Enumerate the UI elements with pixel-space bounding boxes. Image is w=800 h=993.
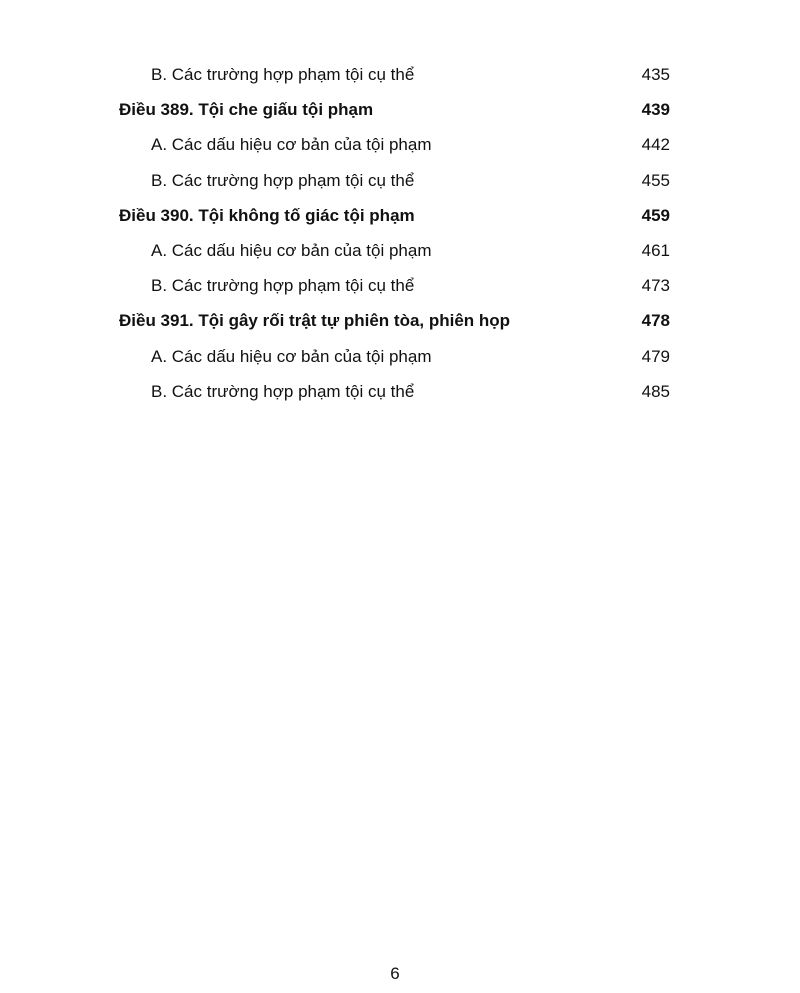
toc-entry-title: A. Các dấu hiệu cơ bản của tội phạm <box>151 346 432 366</box>
toc-entry-title: B. Các trường hợp phạm tội cụ thể <box>151 276 415 296</box>
toc-entry-title: A. Các dấu hiệu cơ bản của tội phạm <box>151 240 432 260</box>
toc-entry-title: Điều 391. Tội gây rối trật tự phiên tòa, phiên họp <box>119 311 511 331</box>
toc-entry-title: A. Các dấu hiệu cơ bản của tội phạm <box>151 135 432 155</box>
toc-entry-title: B. Các trường hợp phạm tội cụ thể <box>151 170 415 190</box>
toc-entry-page: 439 <box>641 100 670 120</box>
toc-entry-title: B. Các trường hợp phạm tội cụ thể <box>151 65 415 84</box>
page-number: 6 <box>390 964 400 983</box>
toc-entry-title: Điều 389. Tội che giấu tội phạm <box>119 100 374 120</box>
toc-entry-section <box>0 133 800 168</box>
toc-entry-page: 442 <box>641 135 670 155</box>
toc-entry-section <box>0 63 800 98</box>
toc-entry-page: 479 <box>641 346 670 366</box>
toc-entry-page: 473 <box>641 276 670 296</box>
toc-entry-title: Điều 390. Tội không tố giác tội phạm <box>119 205 415 225</box>
toc-entry-page: 459 <box>641 205 670 225</box>
table-of-contents <box>0 63 800 415</box>
toc-entry-page: 485 <box>641 381 670 401</box>
toc-entry-section <box>0 239 800 274</box>
toc-entry-page: 435 <box>641 65 670 84</box>
toc-entry-article <box>0 309 800 344</box>
toc-entry-section <box>0 274 800 309</box>
toc-entry-section <box>0 169 800 204</box>
toc-entry-page: 455 <box>641 170 670 190</box>
toc-entry-article <box>0 204 800 239</box>
toc-entry-section <box>0 345 800 380</box>
toc-entry-article <box>0 98 800 133</box>
toc-entry-section <box>0 380 800 415</box>
toc-entry-title: B. Các trường hợp phạm tội cụ thể <box>151 381 415 401</box>
toc-entry-page: 461 <box>641 240 670 260</box>
toc-entry-page: 478 <box>641 311 670 331</box>
